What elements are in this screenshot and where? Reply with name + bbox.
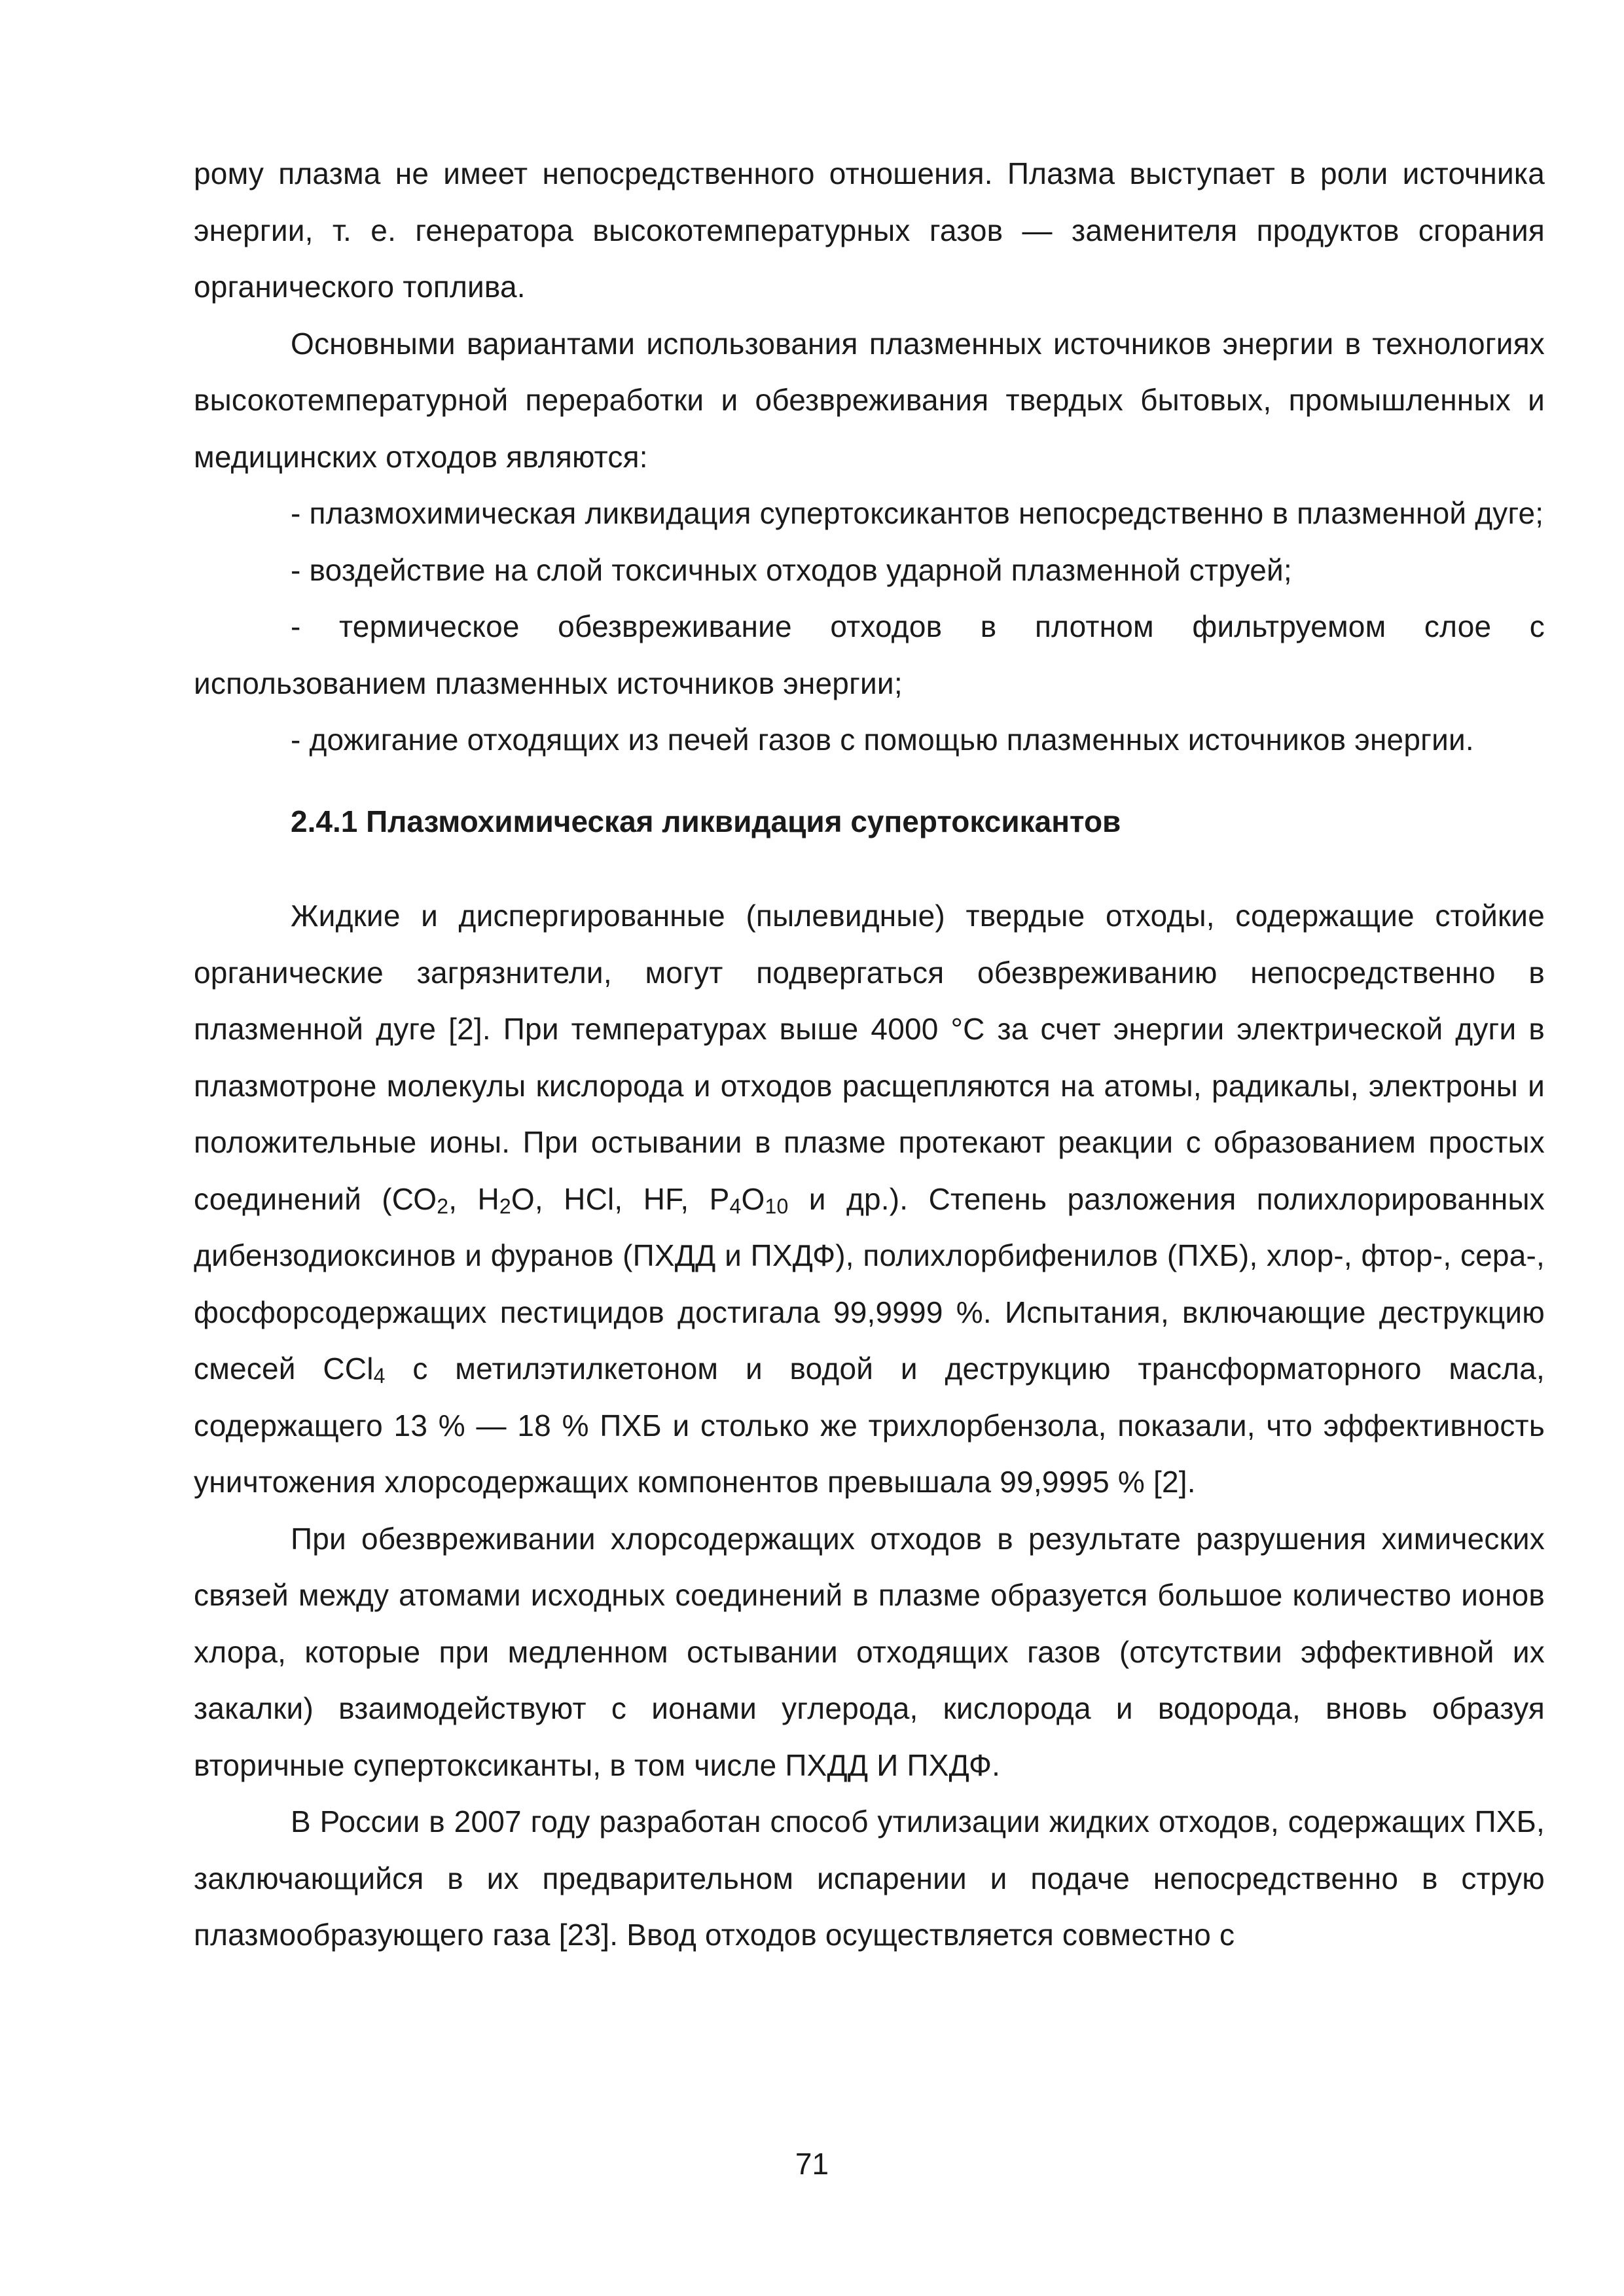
paragraph-russia-2007: В России в 2007 году разработан способ утилизации жидких отходов, содержащих ПХБ, заключающийся в их предварительном испарении и подаче непосредственно в струю плазмообразующего газа [23]. Ввод отходов осуществляется совместно с	[194, 1804, 1545, 1952]
list-item-plasma-jet-impact: - воздействие на слой токсичных отходов ударной плазменной струей;	[291, 552, 1292, 587]
text-run: , Н	[448, 1181, 499, 1216]
paragraph-plasma-variants-intro: Основными вариантами использования плазменных источников энергии в технологиях высокотемпературной переработки и обезвреживания твердых бытовых, промышленных и медицинских отходов являются:	[194, 326, 1545, 474]
page-number: 71	[795, 2147, 829, 2181]
text-run: и др.). Степень разложения полихлорированных дибензодиоксинов и фуранов (ПХДД и ПХДФ), полихлорбифенилов (ПХБ), хлор-, фтор-, сера-, фосфорсодержащих пестицидов достигала 99,9999 %. Испытания, включающие деструкцию смесей CCl	[194, 1181, 1545, 1386]
paragraph-continuation: рому плазма не имеет непосредственного отношения. Плазма выступает в роли источника энергии, т. е. генератора высокотемпературных газов — заменителя продуктов сгорания органического топлива.	[194, 156, 1545, 304]
subscript: 10	[765, 1194, 789, 1218]
document-page	[194, 145, 1545, 1964]
section-heading: 2.4.1 Плазмохимическая ликвидация супертоксикантов	[291, 804, 1121, 838]
paragraph-chlorine-waste: При обезвреживании хлорсодержащих отходов в результате разрушения химических связей между атомами исходных соединений в плазме образуется большое количество ионов хлора, которые при медленном остывании отходящих газов (отсутствии эффективной их закалки) взаимодействуют с ионами углерода, кислорода и водорода, вновь образуя вторичные супертоксиканты, в том числе ПХДД И ПХДФ.	[194, 1521, 1545, 1782]
paragraph-liquid-waste	[194, 888, 1545, 1511]
text-run: О	[741, 1181, 765, 1216]
text-run: с метилэтилкетоном и водой и деструкцию трансформаторного масла, содержащего 13 % — 18 % ПХБ и столько же трихлорбензола, показали, что эффективность уничтожения хлорсодержащих компонентов превышала 99,9995 % [2].	[194, 1352, 1545, 1499]
subscript: 4	[729, 1194, 742, 1218]
list-item-thermal-neutralization: - термическое обезвреживание отходов в плотном фильтруемом слое с использованием плазменных источников энергии;	[194, 609, 1545, 700]
text-run: О, HCl, HF, Р	[511, 1181, 730, 1216]
subscript: 2	[437, 1194, 449, 1218]
text-run: Жидкие и диспергированные (пылевидные) твердые отходы, содержащие стойкие органические загрязнители, могут подвергаться обезвреживанию непосредственно в плазменной дуге [2]. При температурах выше 4000 °С за счет энергии электрической дуги в плазмотроне молекулы кислорода и отходов расщепляются на атомы, радикалы, электроны и положительные ионы. При остывании в плазме протекают реакции с образованием простых соединений (СО	[194, 899, 1545, 1216]
subscript: 4	[373, 1364, 386, 1388]
subscript: 2	[499, 1194, 511, 1218]
list-item-plasmochemical-liquidation: - плазмохимическая ликвидация супертоксикантов непосредственно в плазменной дуге;	[291, 496, 1544, 530]
list-item-afterburning-gases: - дожигание отходящих из печей газов с помощью плазменных источников энергии.	[291, 723, 1474, 757]
